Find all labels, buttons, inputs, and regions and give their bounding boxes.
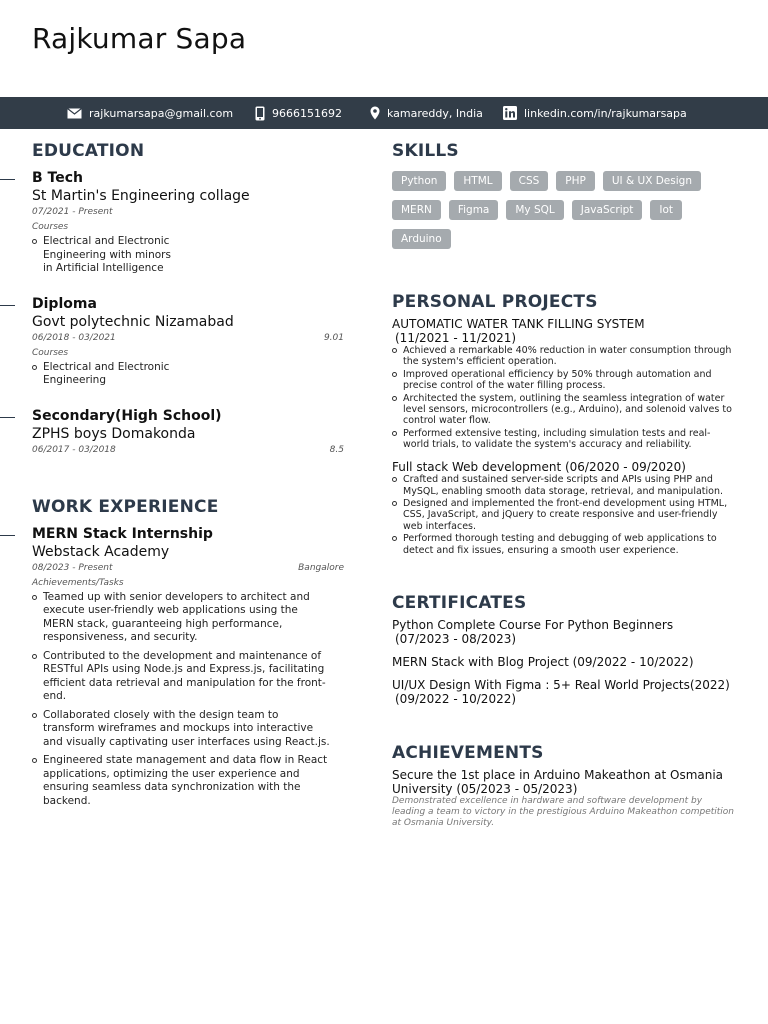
education-dates: 06/2017 - 03/2018 (32, 444, 116, 455)
skill-tag: CSS (510, 171, 549, 191)
skill-tag: Arduino (392, 229, 451, 249)
certificate-item (392, 618, 738, 646)
education-school: ZPHS boys Domakonda (32, 425, 196, 442)
task-item: Contributed to the development and maintenance of RESTful APIs using Node.js and Express.js, facilitating efficient data retrieval and manipulation for the front-end. (32, 650, 332, 704)
certificate-name: Python Complete Course For Python Beginners (392, 617, 674, 632)
education-entry (32, 296, 344, 388)
envelope-icon (67, 108, 82, 119)
entry-rule (0, 305, 15, 306)
work-location: Bangalore (298, 562, 344, 573)
resume-name: Rajkumar Sapa (32, 22, 247, 55)
project-bullet: Performed extensive testing, including simulation tests and real-world trials, to validate the system's accuracy and reliability. (392, 428, 732, 450)
project-name: AUTOMATIC WATER TANK FILLING SYSTEM (392, 317, 645, 331)
education-degree: Diploma (32, 295, 97, 312)
contact-bar (0, 97, 768, 129)
course-item: Electrical and Electronic Engineering with minors in Artificial Intelligence (32, 235, 182, 276)
contact-phone[interactable] (255, 97, 342, 129)
certificate-dates: (07/2023 - 08/2023) (395, 631, 517, 646)
course-item: Electrical and Electronic Engineering (32, 361, 182, 388)
tasks-label: Achievements/Tasks (32, 577, 124, 588)
project-bullets (392, 474, 732, 555)
skill-tag: UI & UX Design (603, 171, 701, 191)
skill-tag: PHP (556, 171, 595, 191)
education-degree: B Tech (32, 170, 83, 186)
project-entry (392, 460, 738, 555)
project-dates: (11/2021 - 11/2021) (395, 331, 517, 345)
contact-linkedin[interactable] (503, 97, 687, 129)
project-bullet: Performed thorough testing and debugging of web applications to detect and fix issues, ensuring a smooth user experience. (392, 533, 732, 555)
task-item: Teamed up with senior developers to architect and execute user-friendly web applications using the MERN stack, guaranteeing high performance, responsiveness, and security. (32, 591, 332, 645)
skill-tag: HTML (454, 171, 501, 191)
work-company: Webstack Academy (32, 543, 170, 560)
skill-tag: Iot (650, 200, 682, 220)
education-school: Govt polytechnic Nizamabad (32, 313, 234, 330)
contact-linkedin-text: linkedin.com/in/rajkumarsapa (524, 106, 687, 120)
task-item: Collaborated closely with the design team to transform wireframes and mockups into interactive and visually captivating user interfaces using React.js. (32, 709, 332, 750)
contact-location-text: kamareddy, India (387, 106, 483, 120)
location-pin-icon (370, 106, 380, 120)
achievement-description: Demonstrated excellence in hardware and software development by leading a team to victory in the prestigious Arduino Makeathon competition at Osmania University. (392, 795, 734, 828)
education-entry (32, 408, 344, 458)
skill-tag: JavaScript (572, 200, 643, 220)
education-school: St Martin's Engineering collage (32, 188, 250, 204)
work-role: MERN Stack Internship (32, 525, 213, 542)
tasks-list (32, 591, 332, 809)
certificates-heading: CERTIFICATES (392, 592, 527, 613)
education-entry (32, 170, 344, 276)
skill-tag: Python (392, 171, 446, 191)
project-bullet: Crafted and sustained server-side scripts and APIs using PHP and MySQL, enabling smooth data storage, retrieval, and manipulation. (392, 474, 732, 496)
project-bullet: Achieved a remarkable 40% reduction in water consumption through the system's efficient operation. (392, 345, 732, 367)
contact-location (370, 97, 483, 129)
work-meta (32, 561, 344, 576)
education-score: 9.01 (323, 332, 344, 343)
entry-rule (0, 535, 15, 536)
entry-rule (0, 179, 15, 180)
education-meta (32, 205, 344, 220)
left-column (32, 140, 344, 808)
project-name: Full stack Web development (06/2020 - 09/2020) (392, 460, 686, 475)
achievement-name: Secure the 1st place in Arduino Makeathon at Osmania University (05/2023 - 05/2023) (392, 767, 724, 796)
courses-list (32, 235, 182, 276)
skills-heading: SKILLS (392, 141, 459, 161)
right-column (392, 140, 738, 829)
education-degree: Secondary(High School) (32, 407, 222, 424)
achievements-heading: ACHIEVEMENTS (392, 742, 544, 763)
work-experience-heading: WORK EXPERIENCE (32, 496, 219, 517)
work-dates: 08/2023 - Present (32, 562, 113, 573)
project-bullet: Improved operational efficiency by 50% through automation and precise control of the water filling process. (392, 369, 732, 391)
certificate-dates: (09/2022 - 10/2022) (395, 691, 517, 706)
entry-rule (0, 417, 15, 418)
certificate-item (392, 678, 738, 706)
phone-icon (255, 106, 265, 121)
skill-tag: My SQL (506, 200, 563, 220)
project-bullets (392, 345, 732, 450)
project-bullet: Designed and implemented the front-end development using HTML, CSS, JavaScript, and jQuery to create responsive and user-friendly web interfaces. (392, 498, 732, 532)
personal-projects-heading: PERSONAL PROJECTS (392, 292, 598, 312)
project-bullet: Architected the system, outlining the seamless integration of water level sensors, microcontrollers (e.g., Arduino), and solenoid valves to control water flow. (392, 393, 732, 427)
courses-label: Courses (32, 222, 69, 232)
certificate-name: MERN Stack with Blog Project (09/2022 - 10/2022) (392, 654, 694, 669)
skill-tag: MERN (392, 200, 441, 220)
contact-phone-text: 9666151692 (272, 106, 342, 120)
achievement-entry (392, 768, 738, 829)
contact-email[interactable] (67, 97, 233, 129)
certificate-item (392, 655, 738, 669)
project-entry (392, 317, 738, 450)
contact-email-text: rajkumarsapa@gmail.com (89, 106, 234, 120)
education-meta (32, 331, 344, 346)
education-dates: 06/2018 - 03/2021 (32, 332, 116, 343)
skill-tag: Figma (449, 200, 499, 220)
education-score: 8.5 (329, 444, 344, 455)
skills-tag-list (392, 171, 732, 249)
task-item: Engineered state management and data flow in React applications, optimizing the user experience and ensuring seamless data synchronization with the backend. (32, 754, 332, 808)
courses-list (32, 361, 182, 388)
education-meta (32, 443, 344, 458)
education-dates: 07/2021 - Present (32, 207, 113, 217)
courses-label: Courses (32, 347, 69, 358)
education-heading: EDUCATION (32, 141, 145, 161)
work-entry (32, 526, 344, 809)
certificate-name: UI/UX Design With Figma : 5+ Real World Projects(2022) (392, 677, 730, 692)
linkedin-icon (503, 106, 517, 120)
